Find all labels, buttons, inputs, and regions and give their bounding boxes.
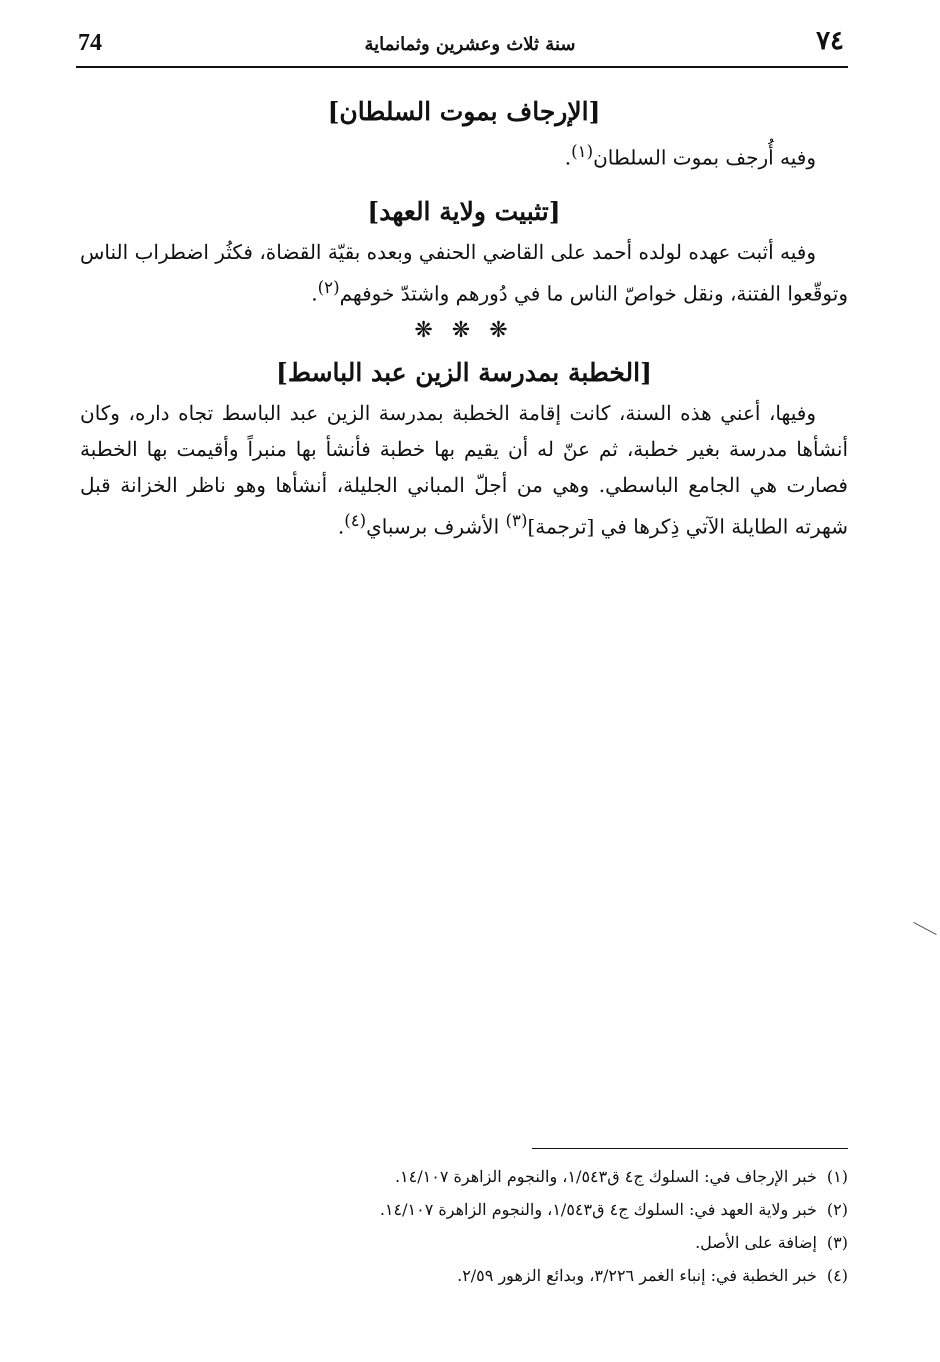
footnote-ref: (٢) [317, 277, 340, 297]
footnote-text: خبر الإرجاف في: السلوك ج٤ ق١/٥٤٣، والنجوم الزاهرة ١٤/١٠٧. [394, 1167, 817, 1186]
footnote-text: إضافة على الأصل. [695, 1233, 817, 1252]
footnote-number: (١) [826, 1167, 848, 1186]
footnote-rule [532, 1148, 848, 1149]
footnote-number: (٢) [826, 1200, 848, 1219]
page-number-arabic: ٧٤ [816, 26, 844, 56]
section-heading-rumor: [الإرجاف بموت السلطان] [327, 97, 601, 126]
footnote-ref: (١) [571, 142, 594, 161]
footnote-number: (٣) [826, 1233, 848, 1252]
footnote-item [200, 1259, 848, 1292]
running-title: سنة ثلاث وعشرين وثمانماية [364, 34, 576, 55]
scan-mark [913, 922, 936, 935]
footnote-item [200, 1226, 848, 1259]
section-paragraph-succession: وفيه أثبت عهده لولده أحمد على القاضي الحنفي وبعده بقيّة القضاة، فكثُر اضطراب الناس وتوقّعوا الفتنة، ونقل خواصّ الناس ما في دُورهم واشتدّ خوفهم$^{(٢)}$. [80, 239, 848, 306]
page-number-latin: 74 [78, 30, 102, 56]
footnote-number: (٤) [826, 1266, 848, 1285]
footnote-item [200, 1160, 848, 1193]
section-heading-succession: [تثبيت ولاية العهد] [367, 196, 561, 226]
section-heading-sermon: [الخطبة بمدرسة الزين عبد الباسط] [276, 358, 652, 388]
section-paragraph-sermon: وفيها، أعني هذه السنة، كانت إقامة الخطبة بمدرسة الزين عبد الباسط تجاه داره، وكان أنشأها مدرسة بغير خطبة، ثم عنّ له أن يقيم بها خطبة فأنشأ بها منبراً وأقيمت بها الخطبة فصارت هي الجامع الباسطي. وهي من أجلّ المباني الجليلة، أنشأها وهو ناظر الخزانة قبل شهرته الطايلة الآتي ذِكرها في [ترجمة]$^{(٣)}$ الأشرف برسباي$^{(٤)}$. [80, 401, 848, 539]
section-paragraph-rumor: وفيه أُرجف بموت السلطان$^{(١)}$. [564, 142, 816, 170]
section-separator: ❋ ❋ ❋ [414, 318, 514, 344]
footnote-ref: (٤) [344, 511, 367, 531]
header-rule [76, 66, 848, 68]
footnote-item [200, 1193, 848, 1226]
footnotes [200, 1160, 848, 1292]
footnote-text: خبر الخطبة في: إنباء الغمر ٣/٢٢٦، وبدائع الزهور ٢/٥٩. [457, 1266, 817, 1285]
footnote-text: خبر ولاية العهد في: السلوك ج٤ ق١/٥٤٣، والنجوم الزاهرة ١٤/١٠٧. [379, 1200, 817, 1219]
footnote-ref: (٣) [505, 511, 528, 531]
main-content [80, 90, 848, 545]
